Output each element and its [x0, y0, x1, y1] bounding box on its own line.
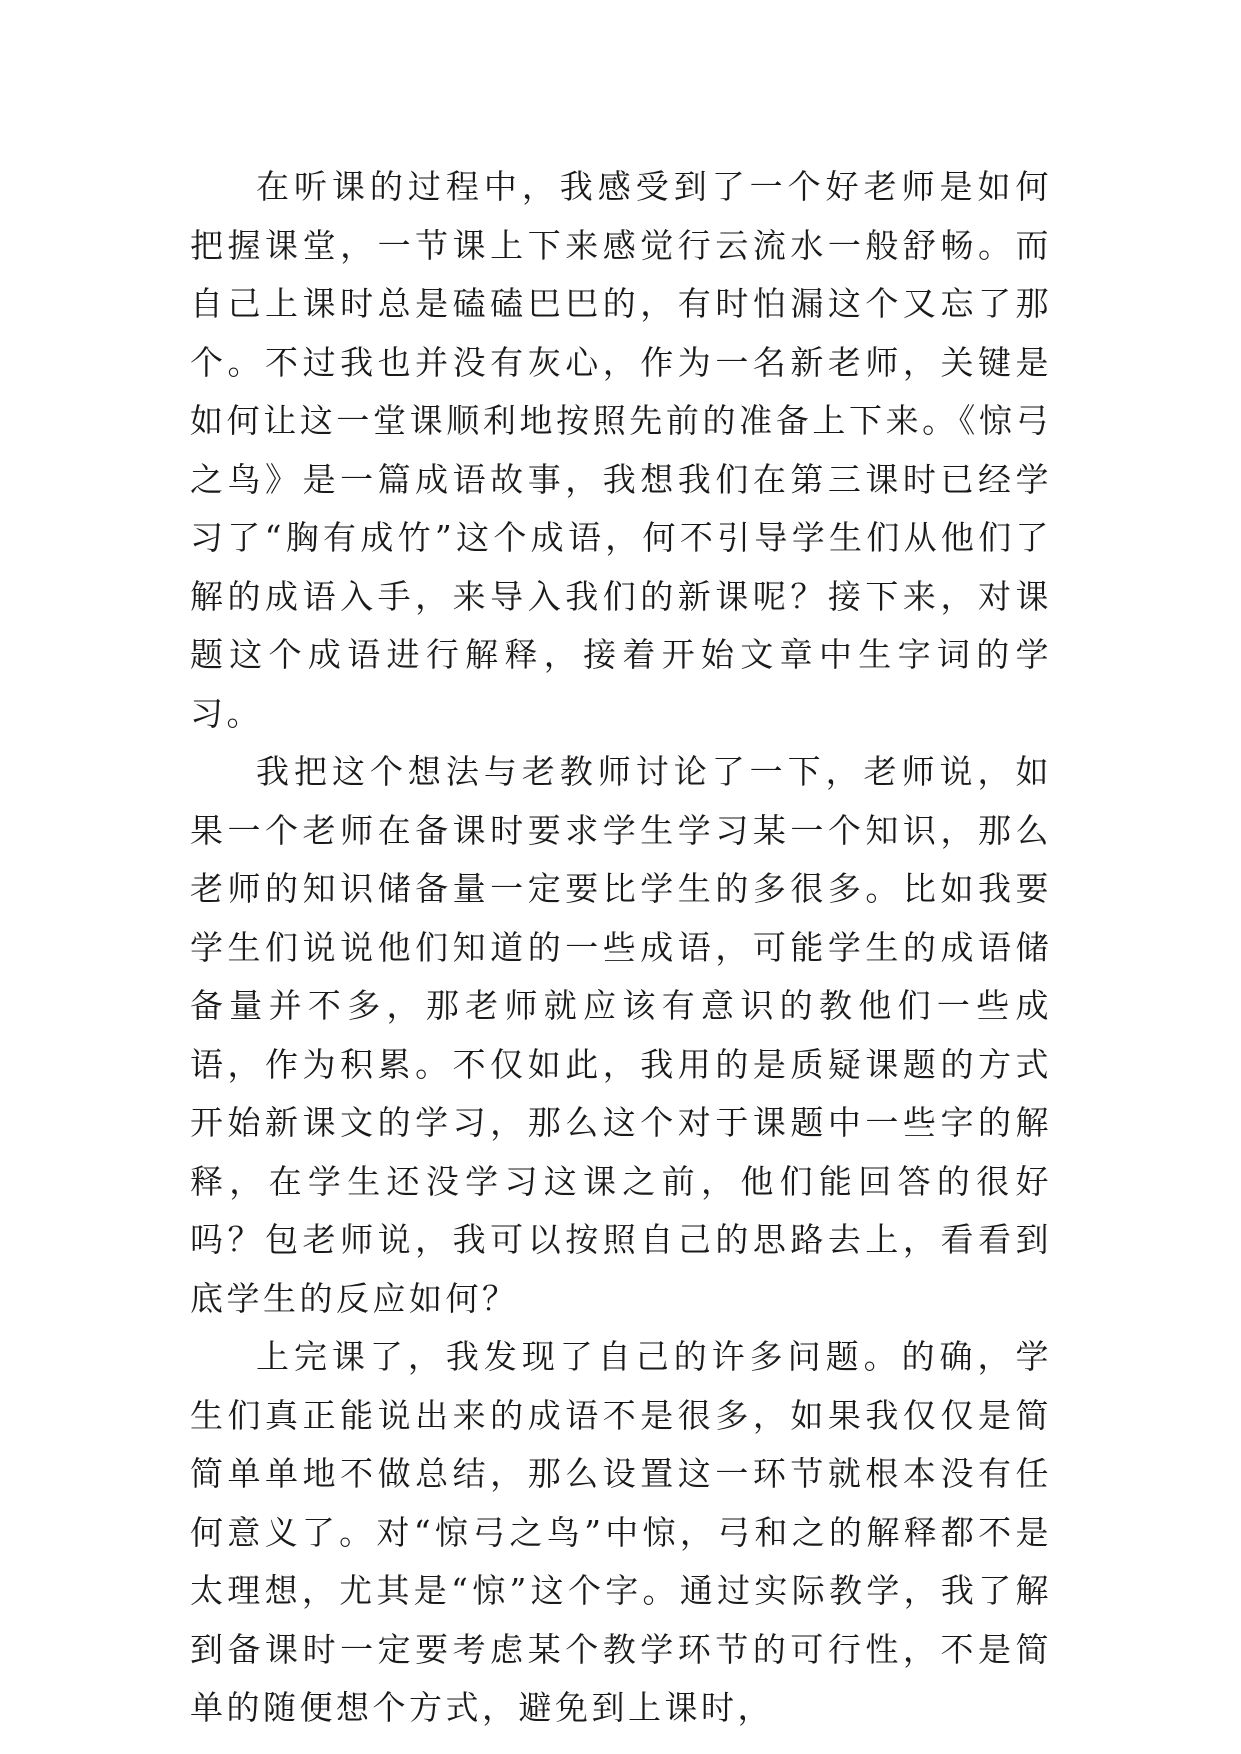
paragraph-3: 上完课了，我发现了自己的许多问题。的确，学生们真正能说出来的成语不是很多，如果我仅仅是简简单单地不做总结，那么设置这一环节就根本没有任何意义了。对“惊弓之鸟”中惊，弓和之的解释都不是太理想，尤其是“惊”这个字。通过实际教学，我了解到备课时一定要考虑某个教学环节的可行性，不是简单的随便想个方式，避免到上课时，: [190, 1337, 1052, 1727]
paragraph-1: 在听课的过程中，我感受到了一个好老师是如何把握课堂，一节课上下来感觉行云流水一般舒畅。而自己上课时总是磕磕巴巴的，有时怕漏这个又忘了那个。不过我也并没有灰心，作为一名新老师，关键是如何让这一堂课顺利地按照先前的准备上下来。《惊弓之鸟》是一篇成语故事，我想我们在第三课时已经学习了“胸有成竹”这个成语，何不引导学生们从他们了解的成语入手，来导入我们的新课呢？接下来，对课题这个成语进行解释，接着开始文章中生字词的学习。: [190, 167, 1052, 733]
paragraph-2: 我把这个想法与老教师讨论了一下，老师说，如果一个老师在备课时要求学生学习某一个知识，那么老师的知识储备量一定要比学生的多很多。比如我要学生们说说他们知道的一些成语，可能学生的成语储备量并不多，那老师就应该有意识的教他们一些成语，作为积累。不仅如此，我用的是质疑课题的方式开始新课文的学习，那么这个对于课题中一些字的解释，在学生还没学习这课之前，他们能回答的很好吗？包老师说，我可以按照自己的思路去上，看看到底学生的反应如何？: [190, 752, 1052, 1318]
document-body: [190, 158, 1052, 1738]
